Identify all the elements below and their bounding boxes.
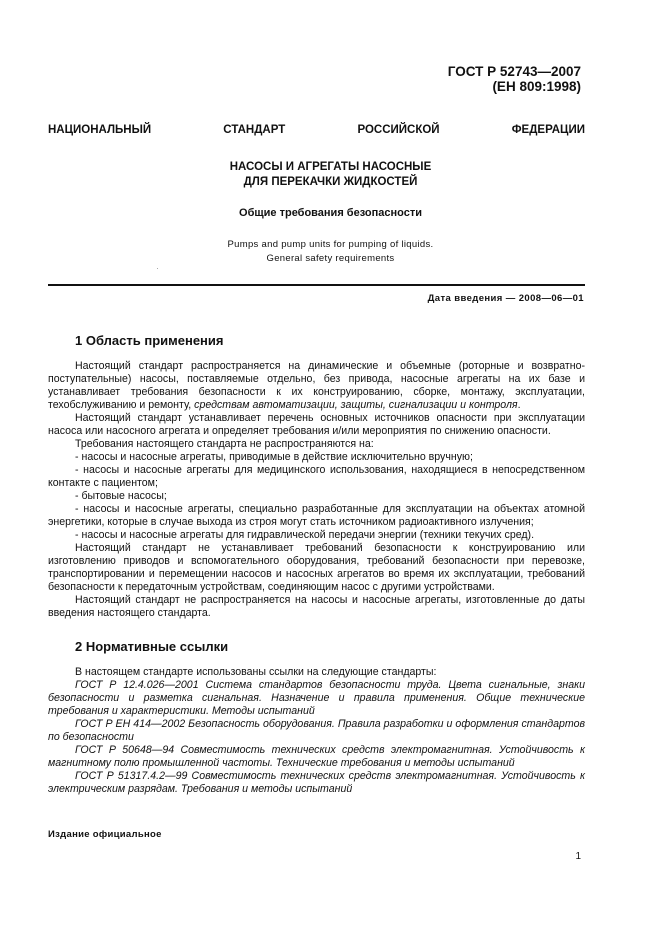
document-designation — [448, 64, 581, 94]
english-title-line: General safety requirements — [266, 253, 395, 264]
section-1-body — [48, 360, 585, 620]
list-item: - насосы и насосные агрегаты, приводимые в действие исключительно вручную; — [75, 451, 473, 463]
title-divider — [48, 284, 585, 286]
gost-number: ГОСТ Р 52743—2007 — [447, 64, 581, 79]
paragraph: В настоящем стандарте использованы ссылки на следующие стандарты: — [75, 666, 437, 678]
title-line: ДЛЯ ПЕРЕКАЧКИ ЖИДКОСТЕЙ — [243, 176, 418, 188]
english-title-line: Pumps and pump units for pumping of liquids. — [227, 239, 434, 250]
paragraph-text: Настоящий стандарт распространяется на динамические и объемные (роторные и возвратно-поступательные) насосы, поставляемые отдельно, без привода, насосные агрегаты на их базе и устанавливает требования безопасности к их конструированию, сборке, монтажу, эксплуатации, техобслуживанию и ремонту, — [48, 360, 585, 411]
paragraph: Настоящий стандарт не распространяется на насосы и насосные агрегаты, изготовленные до даты введения настоящего стандарта. — [48, 594, 585, 619]
scan-speck — [157, 268, 158, 269]
paragraph-italic: средствам автоматизации, защиты, сигнализации и контроля — [194, 399, 518, 411]
list-item: - насосы и насосные агрегаты, специально разработанные для эксплуатации на объектах атомной энергетики, которые в случае выхода из строя могут стать источником радиоактивного излучения; — [48, 503, 585, 528]
official-edition-note: Издание официальное — [48, 829, 162, 840]
list-item: - бытовые насосы; — [75, 490, 167, 502]
page-number: 1 — [575, 851, 581, 862]
paragraph: Настоящий стандарт не устанавливает требований безопасности к конструированию или изготовлению приводов и вспомогательного оборудования, требований безопасности при перевозке, транспортировании и перемещении насосов и насосных агрегатов во время их эксплуатации, требований безопасности к передаточным устройствам, соединяющим насос с другими устройствами. — [48, 542, 585, 593]
reference-item: ГОСТ Р ЕН 414—2002 Безопасность оборудования. Правила разработки и оформления стандартов по безопасности — [48, 718, 585, 743]
en-number: (ЕН 809:1998) — [492, 79, 581, 94]
paragraph: Требования настоящего стандарта не распространяются на: — [75, 438, 374, 450]
list-item: - насосы и насосные агрегаты для медицинского использования, находящиеся в непосредственном контакте с пациентом; — [48, 464, 585, 489]
section-2-heading — [75, 639, 228, 654]
section-2-body — [48, 666, 585, 796]
national-standard-banner — [48, 124, 585, 136]
banner-word: СТАНДАРТ — [223, 124, 286, 136]
banner-word: РОССИЙСКОЙ — [357, 124, 440, 136]
reference-item: ГОСТ Р 51317.4.2—99 Совместимость технических средств электромагнитная. Устойчивость к электрическим разрядам. Требования и методы испытаний — [48, 770, 585, 795]
introduction-date: Дата введения — 2008—06—01 — [427, 293, 584, 304]
paragraph: Настоящий стандарт устанавливает перечень основных источников опасности при эксплуатации насоса или насосного агрегата и определяет требования и/или мероприятия по снижению опасности. — [48, 412, 585, 437]
paragraph-end: . — [517, 399, 521, 411]
reference-item: ГОСТ Р 50648—94 Совместимость технических средств электромагнитная. Устойчивость к магнитному полю промышленной частоты. Технические требования и методы испытаний — [48, 744, 585, 769]
list-item: - насосы и насосные агрегаты для гидравлической передачи энергии (техники текучих сред). — [75, 529, 535, 541]
banner-word: ФЕДЕРАЦИИ — [511, 124, 585, 136]
english-title — [0, 238, 661, 266]
document-title — [0, 160, 661, 190]
title-line: НАСОСЫ И АГРЕГАТЫ НАСОСНЫЕ — [229, 161, 432, 173]
document-subtitle: Общие требования безопасности — [239, 207, 422, 219]
paragraph — [48, 360, 585, 412]
reference-item: ГОСТ Р 12.4.026—2001 Система стандартов безопасности труда. Цвета сигнальные, знаки безопасности и разметка сигнальная. Назначение и правила применения. Общие технические требования и характеристики. Методы испытаний — [48, 679, 585, 717]
section-heading: 1 Область применения — [75, 333, 224, 348]
banner-word: НАЦИОНАЛЬНЫЙ — [48, 124, 152, 136]
section-heading: 2 Нормативные ссылки — [75, 639, 229, 654]
section-1-heading — [75, 333, 224, 348]
